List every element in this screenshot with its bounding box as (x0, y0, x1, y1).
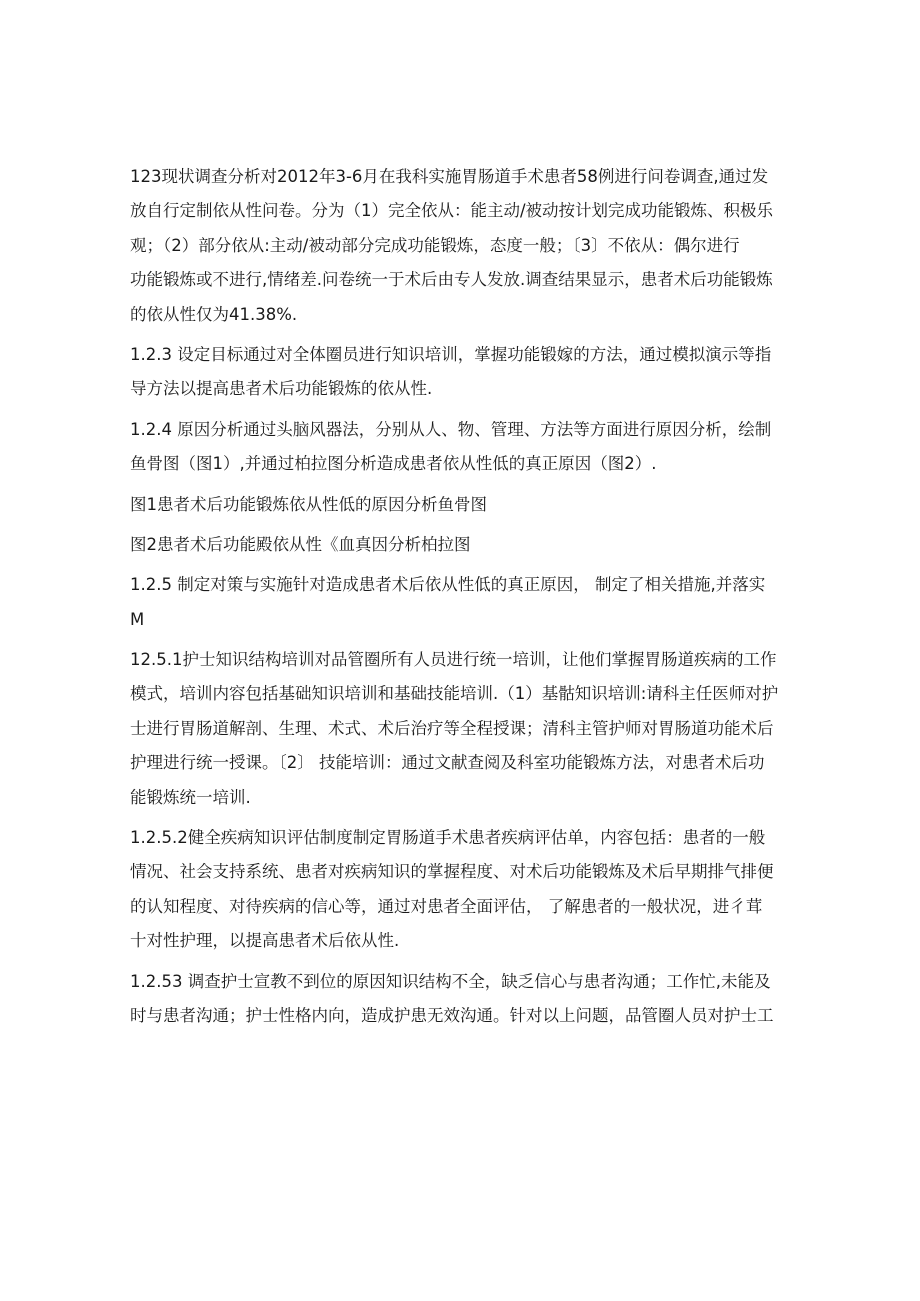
text-line: 鱼骨图（图1）,并通过柏拉图分析造成患者依从性低的真正原因（图2）. (130, 454, 657, 474)
paragraph-section-1-2-5-2-assessment (130, 821, 810, 959)
paragraph-section-1-2-5-1-nurse-training (130, 643, 810, 815)
text-line: 1.2.3 设定目标通过对全体圈员进行知识培训，掌握功能锻嫁的方法，通过模拟演示等指 (130, 344, 772, 364)
text-line: 1.2.4 原因分析通过头脑风器法，分别从人、物、管理、方法等方面进行原因分析，绘制 (130, 419, 772, 439)
paragraph-section-1-2-5-3-education (130, 965, 810, 1034)
text-line: 图2患者术后功能殿依从性《血真因分析柏拉图 (130, 534, 471, 554)
text-line: 模式，培训内容包括基础知识培训和基础技能培训.（1）基骷知识培训:请科主任医师对护 (130, 684, 779, 704)
text-line: 1.2.5 制定对策与实施针对造成患者术后依从性低的真正原因， 制定了相关措施,并落实 (130, 575, 766, 595)
document-body (130, 160, 810, 1039)
paragraph-section-1-2-4-cause-analysis (130, 413, 810, 482)
text-line: 功能锻炼或不进行,情绪差.问卷统一于术后由专人发放.调查结果显示，患者术后功能锻炼 (130, 270, 773, 290)
text-line: 十对性护理，以提高患者术后依从性. (130, 931, 400, 951)
text-line: 观；（2）部分依从:主动/被动部分完成功能锻炼，态度一般；〔3〕不依从：偶尔进行 (130, 235, 740, 255)
text-line: 时与患者沟通；护士性格内向，造成护患无效沟通。针对以上问题，品管圈人员对护士工 (130, 1005, 774, 1025)
text-line: 的依从性仅为41.38%. (130, 304, 298, 324)
paragraph-figure-1-caption (130, 488, 810, 522)
text-line: 导方法以提高患者术后功能锻炼的依从性. (130, 379, 433, 399)
text-line: M (130, 609, 145, 629)
text-line: 护理进行统一授课。〔2〕 技能培训：通过文献查阅及科室功能锻炼方法，对患者术后功 (130, 753, 765, 773)
paragraph-section-1-2-3-status-survey (130, 160, 810, 332)
text-line: 1.2.5.2健全疾病知识评估制度制定胃肠道手术患者疾病评估单，内容包括：患者的一般 (130, 828, 766, 848)
text-line: 士进行胃肠道解剖、生理、术式、术后治疗等全程授课；清科主管护师对胃肠道功能术后 (130, 718, 774, 738)
text-line: 图1患者术后功能锻炼依从性低的原因分析鱼骨图 (130, 494, 487, 514)
text-line: 的认知程度、对待疾病的信心等，通过对患者全面评估， 了解患者的一般状况，进彳茸 (130, 896, 763, 916)
paragraph-section-1-2-3-goal (130, 338, 810, 407)
paragraph-figure-2-caption (130, 528, 810, 562)
text-line: 12.5.1护士知识结构培训对品管圈所有人员进行统一培训，让他们掌握胃肠道疾病的工作 (130, 650, 777, 670)
text-line: 能锻炼统一培训. (130, 787, 251, 807)
text-line: 1.2.53 调查护士宣教不到位的原因知识结构不全，缺乏信心与患者沟通；工作忙,未能及 (130, 971, 771, 991)
paragraph-section-1-2-5-countermeasures (130, 568, 810, 637)
text-line: 123现状调查分析对2012年3-6月在我科实施胃肠道手术患者58例进行问卷调查,通过发 (130, 167, 769, 186)
text-line: 情况、社会支持系统、患者对疾病知识的掌握程度、对术后功能锻炼及术后早期排气排便 (130, 862, 774, 882)
text-line: 放自行定制依从性问卷。分为（1）完全依从：能主动/被动按计划完成功能锻炼、积极乐 (130, 201, 774, 221)
